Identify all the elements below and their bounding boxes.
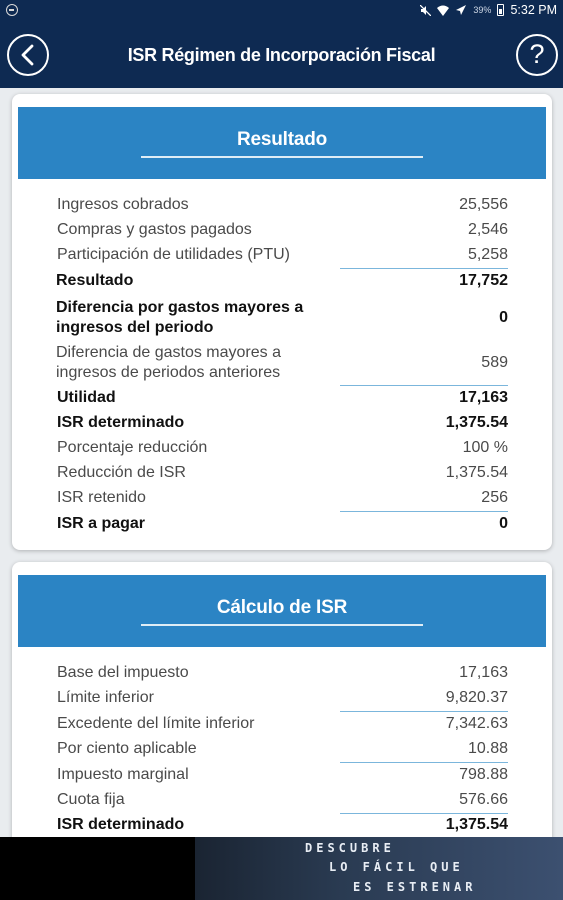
row-limite-inferior bbox=[57, 689, 508, 707]
row-value: 798.88 bbox=[459, 766, 508, 783]
row-label: Utilidad bbox=[57, 389, 116, 406]
row-value: 17,163 bbox=[459, 664, 508, 681]
row-label: Participación de utilidades (PTU) bbox=[57, 246, 290, 263]
row-value: 0 bbox=[499, 309, 508, 326]
row-value: 0 bbox=[499, 515, 508, 532]
help-button[interactable]: ? bbox=[516, 34, 558, 76]
row-diferencia-periodo bbox=[56, 298, 508, 338]
row-value: 25,556 bbox=[459, 196, 508, 213]
calculo-card bbox=[12, 562, 552, 838]
row-value: 1,375.54 bbox=[445, 414, 508, 431]
sum-underline bbox=[340, 385, 508, 386]
ad-banner[interactable] bbox=[0, 837, 563, 900]
row-label bbox=[56, 343, 281, 383]
row-value: 17,752 bbox=[459, 272, 508, 289]
row-label bbox=[56, 298, 303, 338]
header-divider bbox=[141, 156, 423, 158]
app-bar bbox=[0, 22, 563, 88]
sum-underline bbox=[340, 711, 508, 712]
row-resultado bbox=[56, 272, 508, 290]
page-title: ISR Régimen de Incorporación Fiscal bbox=[127, 45, 436, 65]
row-isr-a-pagar bbox=[57, 515, 508, 533]
row-impuesto-marginal bbox=[57, 766, 508, 784]
row-value: 2,546 bbox=[467, 221, 508, 238]
row-label: Por ciento aplicable bbox=[57, 740, 197, 757]
row-value: 17,163 bbox=[459, 389, 508, 406]
row-label-line1: Diferencia de gastos mayores a bbox=[56, 344, 281, 361]
sum-underline bbox=[340, 762, 508, 763]
row-ingresos-cobrados bbox=[57, 196, 508, 214]
ad-text-line3: ES ESTRENAR bbox=[353, 880, 477, 894]
row-label: ISR determinado bbox=[57, 414, 185, 431]
row-label: Resultado bbox=[56, 272, 134, 289]
row-label-line2: ingresos del periodo bbox=[56, 319, 214, 336]
calculo-header bbox=[18, 575, 546, 647]
row-value: 10.88 bbox=[467, 740, 508, 757]
row-value: 100 % bbox=[462, 439, 508, 456]
resultado-title: Resultado bbox=[236, 129, 328, 150]
row-reduccion-isr bbox=[57, 464, 508, 482]
calculo-title: Cálculo de ISR bbox=[216, 597, 348, 618]
row-isr-retenido bbox=[57, 489, 508, 507]
header-divider bbox=[141, 624, 423, 626]
wifi-icon bbox=[437, 5, 449, 16]
chevron-left-icon bbox=[18, 44, 38, 66]
row-label: Reducción de ISR bbox=[57, 464, 186, 481]
row-label: Límite inferior bbox=[57, 689, 154, 706]
row-label: ISR retenido bbox=[57, 489, 146, 506]
row-por-ciento bbox=[57, 740, 508, 758]
airplane-icon bbox=[455, 4, 467, 16]
row-base-impuesto bbox=[57, 664, 508, 682]
row-label: Base del impuesto bbox=[57, 664, 189, 681]
ad-text-line1: DESCUBRE bbox=[305, 841, 395, 855]
row-diferencia-anteriores bbox=[56, 343, 508, 383]
row-value: 589 bbox=[481, 354, 508, 371]
clock: 5:32 PM bbox=[510, 3, 557, 17]
battery-icon bbox=[497, 4, 504, 16]
row-label: Impuesto marginal bbox=[57, 766, 189, 783]
sum-underline bbox=[340, 511, 508, 512]
ad-text-line2: LO FÁCIL QUE bbox=[329, 860, 464, 874]
row-label: Cuota fija bbox=[57, 791, 125, 808]
sum-underline bbox=[340, 268, 508, 269]
row-value: 9,820.37 bbox=[445, 689, 508, 706]
row-label: Compras y gastos pagados bbox=[57, 221, 252, 238]
row-label-line2: ingresos de periodos anteriores bbox=[56, 364, 281, 381]
row-excedente bbox=[57, 715, 508, 733]
row-label: Ingresos cobrados bbox=[57, 196, 189, 213]
sync-status-icon bbox=[6, 4, 18, 16]
content-scroll[interactable] bbox=[0, 88, 563, 838]
row-value: 1,375.54 bbox=[445, 464, 508, 481]
row-label: Excedente del límite inferior bbox=[57, 715, 255, 732]
row-isr-determinado-calc bbox=[57, 816, 508, 834]
resultado-header bbox=[18, 107, 546, 179]
row-compras-gastos bbox=[57, 221, 508, 239]
back-button[interactable] bbox=[7, 34, 49, 76]
ad-image[interactable] bbox=[195, 837, 563, 900]
status-icons bbox=[420, 3, 557, 17]
row-label-line1: Diferencia por gastos mayores a bbox=[56, 299, 304, 316]
sum-underline bbox=[340, 813, 508, 814]
row-porcentaje-reduccion bbox=[57, 439, 508, 457]
row-value: 5,258 bbox=[467, 246, 508, 263]
row-cuota-fija bbox=[57, 791, 508, 809]
row-label: ISR a pagar bbox=[57, 515, 146, 532]
row-label: Porcentaje reducción bbox=[57, 439, 208, 456]
battery-percent: 39% bbox=[473, 5, 492, 15]
row-value: 7,342.63 bbox=[445, 715, 508, 732]
row-value: 256 bbox=[481, 489, 508, 506]
resultado-card bbox=[12, 94, 552, 550]
row-ptu bbox=[57, 246, 508, 264]
row-utilidad bbox=[57, 389, 508, 407]
mute-icon bbox=[420, 5, 431, 16]
status-bar bbox=[0, 0, 563, 22]
row-value: 1,375.54 bbox=[445, 816, 508, 833]
row-value: 576.66 bbox=[459, 791, 508, 808]
row-isr-determinado bbox=[57, 414, 508, 432]
row-label: ISR determinado bbox=[57, 816, 185, 833]
